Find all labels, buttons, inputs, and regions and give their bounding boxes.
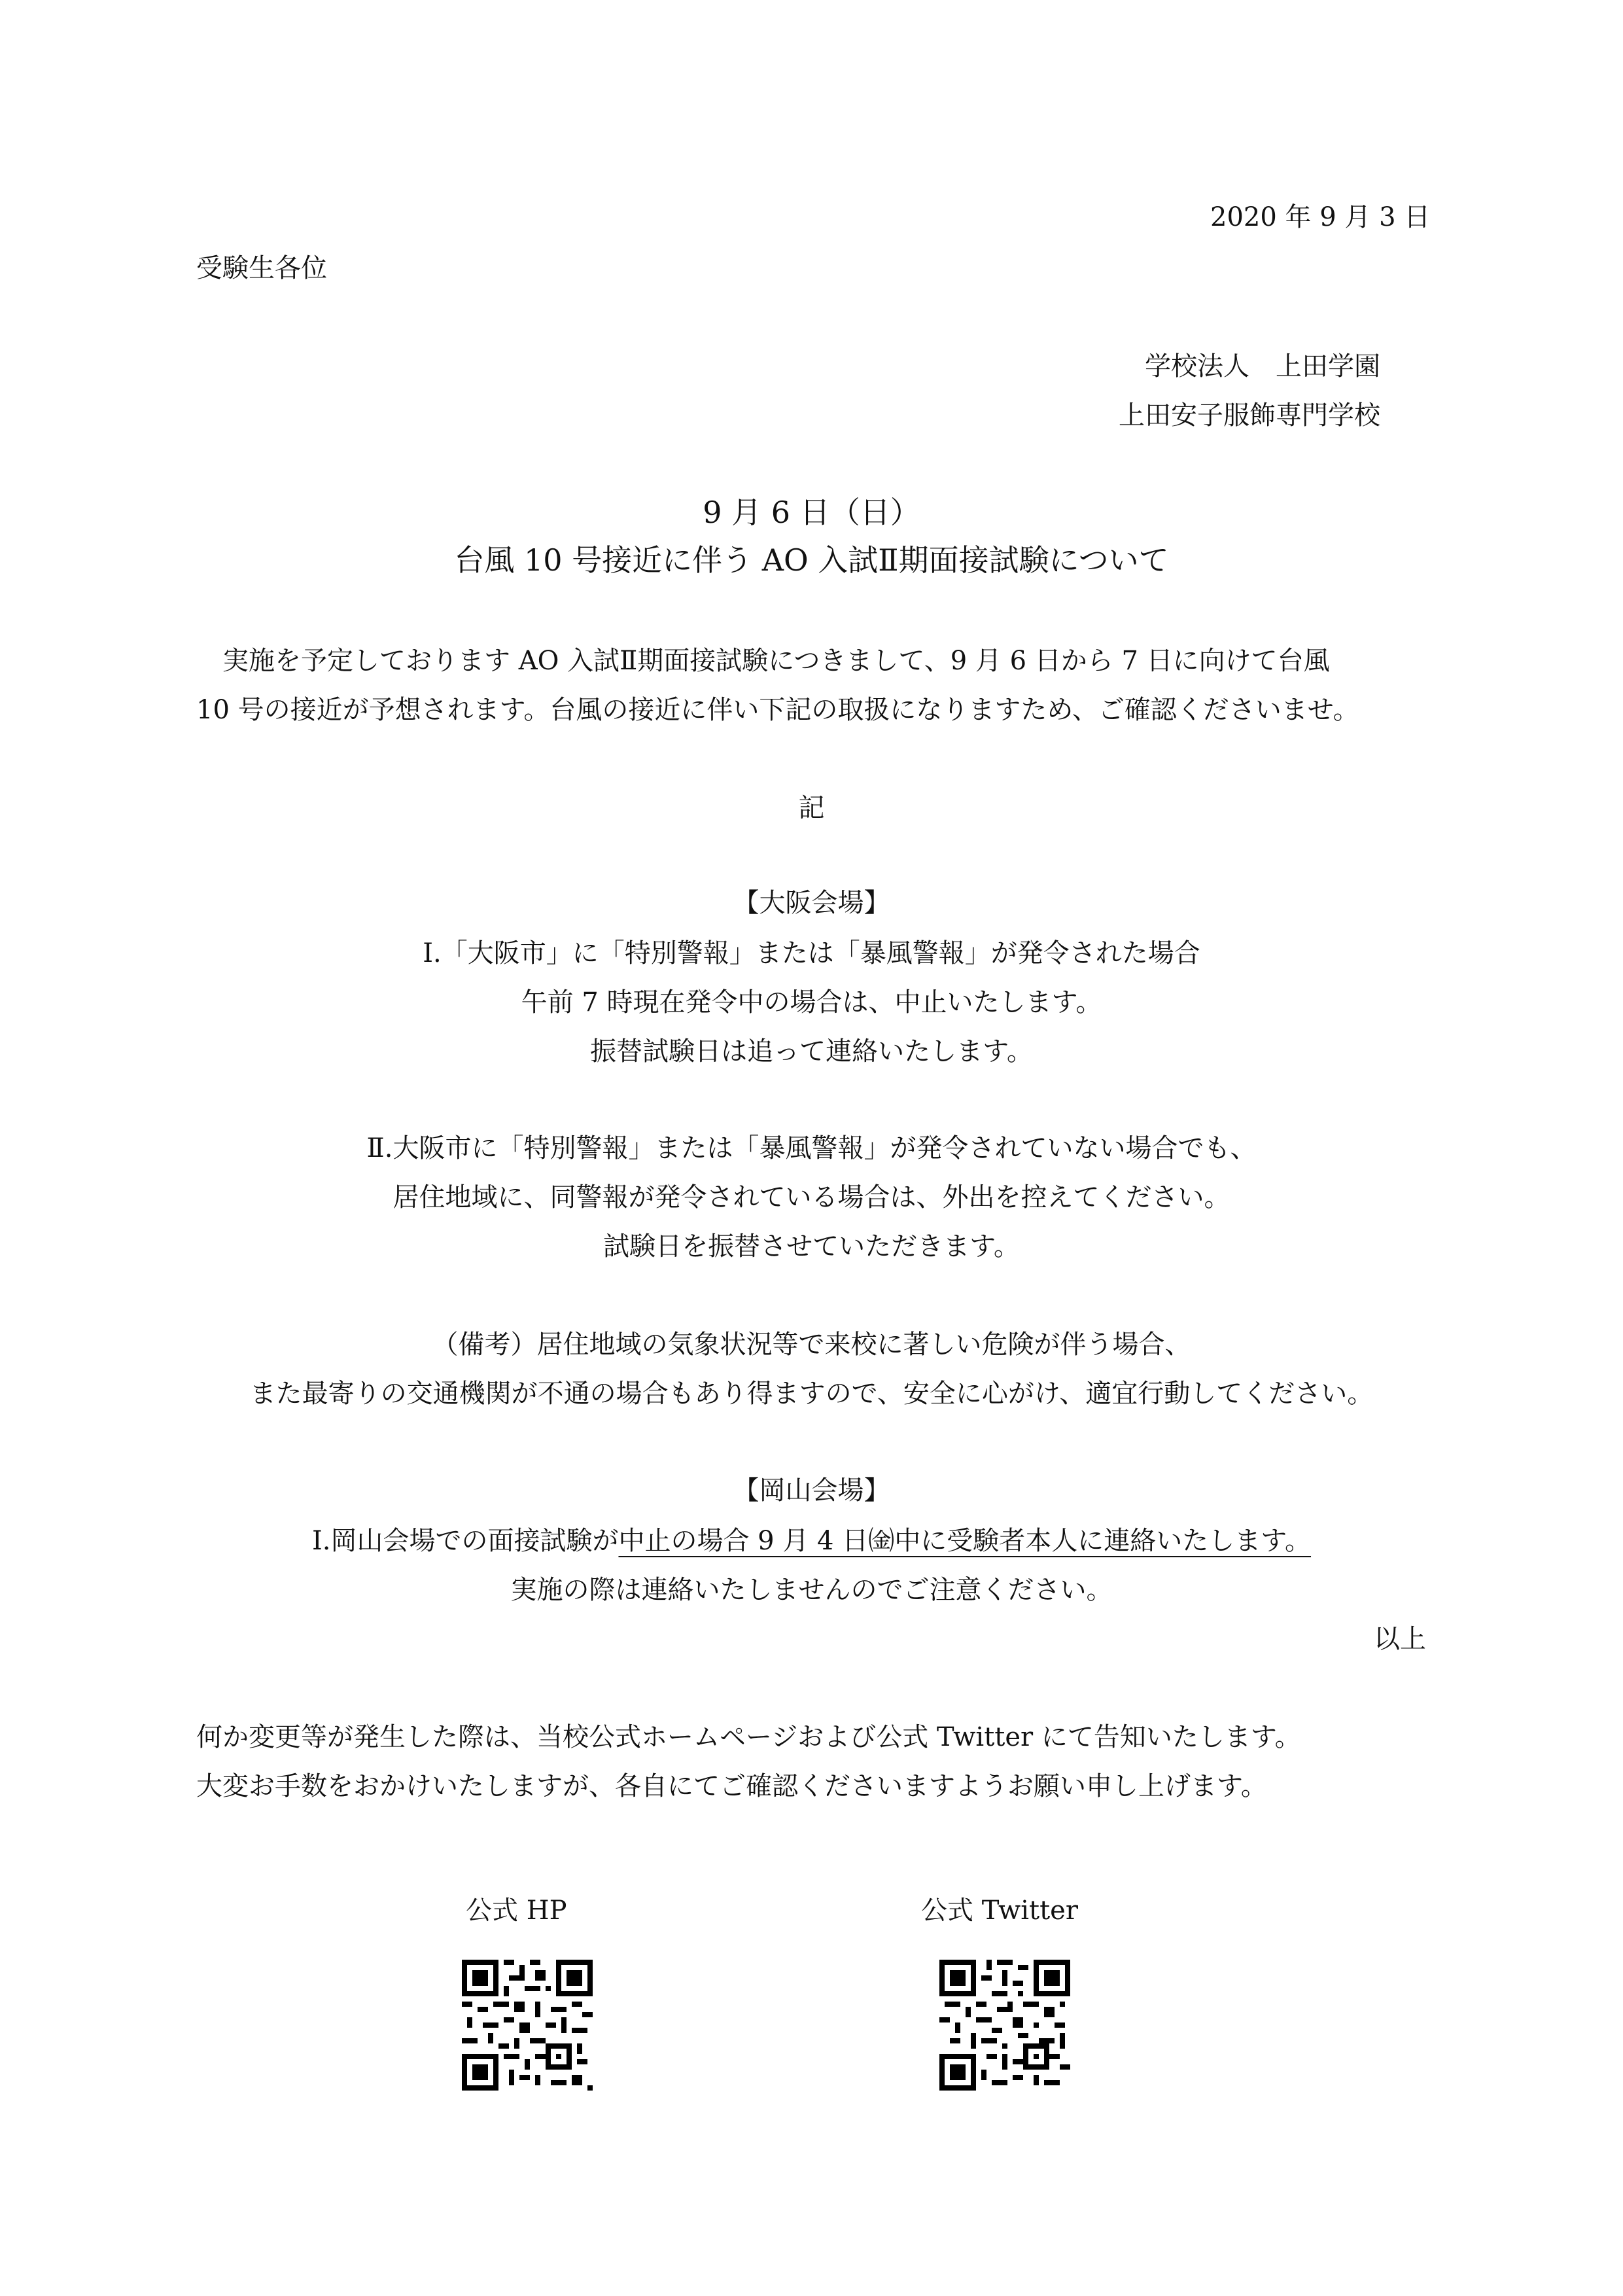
osaka-item2-line1: Ⅱ.大阪市に「特別警報」または「暴風警報」が発令されていない場合でも、 <box>366 1133 1257 1163</box>
osaka-note-line2: また最寄りの交通機関が不通の場合もあり得ますので、安全に心がけ、適宜行動してください。 <box>249 1379 1374 1409</box>
osaka-heading: 【大阪会場】 <box>733 888 890 918</box>
qr-hp-graphic <box>462 1960 593 2091</box>
closing-ijo: 以上 <box>1374 1624 1426 1654</box>
qr-twitter-label: 公式 Twitter <box>921 1896 1078 1926</box>
okayama-item1-line1 <box>0 1528 1623 1554</box>
sender-organization: 学校法人 上田学園 <box>1145 351 1380 381</box>
footer-line-1: 何か変更等が発生した際は、当校公式ホームページおよび公式 Twitter にて告知いたします。 <box>196 1722 1301 1752</box>
osaka-item1-line2: 午前 7 時現在発令中の場合は、中止いたします。 <box>521 987 1102 1017</box>
intro-line-1: 実施を予定しております AO 入試Ⅱ期面接試験につきまして、9 月 6 日から 7 日に向けて台風 <box>222 646 1330 676</box>
title-date: 9 月 6 日（日） <box>703 495 920 530</box>
qr-hp-label: 公式 HP <box>466 1896 567 1926</box>
osaka-item1-line3: 振替試験日は追って連絡いたします。 <box>590 1036 1033 1067</box>
qr-code-twitter[interactable] <box>939 1960 1070 2091</box>
okayama-item1-line2: 実施の際は連絡いたしませんのでご注意ください。 <box>510 1575 1113 1605</box>
osaka-item2-line2: 居住地域に、同警報が発令されている場合は、外出を控えてください。 <box>393 1182 1230 1212</box>
okayama-item1-notice: 中止の場合 9 月 4 日㈮中に受験者本人に連絡いたします。 <box>618 1526 1312 1556</box>
document-date: 2020 年 9 月 3 日 <box>1210 202 1431 232</box>
osaka-note-line1: （備考）居住地域の気象状況等で来校に著しい危険が伴う場合、 <box>432 1330 1191 1360</box>
title-subject: 台風 10 号接近に伴う AO 入試Ⅱ期面接試験について <box>454 542 1169 578</box>
sender-school: 上田安子服飾専門学校 <box>1119 400 1380 431</box>
okayama-item1-prefix: Ⅰ.岡山会場での面接試験が <box>311 1526 619 1556</box>
recipient: 受験生各位 <box>196 253 327 283</box>
qr-code-hp[interactable] <box>462 1960 593 2091</box>
intro-line-2: 10 号の接近が予想されます。台風の接近に伴い下記の取扱になりますため、ご確認くださいませ。 <box>196 695 1359 725</box>
osaka-item2-line3: 試験日を振替させていただきます。 <box>603 1231 1020 1262</box>
okayama-heading: 【岡山会場】 <box>733 1475 890 1506</box>
qr-twitter-graphic <box>939 1960 1070 2091</box>
ki-heading: 記 <box>798 793 825 823</box>
osaka-item1-line1: Ⅰ.「大阪市」に「特別警報」または「暴風警報」が発令された場合 <box>423 938 1200 968</box>
footer-line-2: 大変お手数をおかけいたしますが、各自にてご確認くださいますようお願い申し上げます。 <box>196 1771 1267 1801</box>
